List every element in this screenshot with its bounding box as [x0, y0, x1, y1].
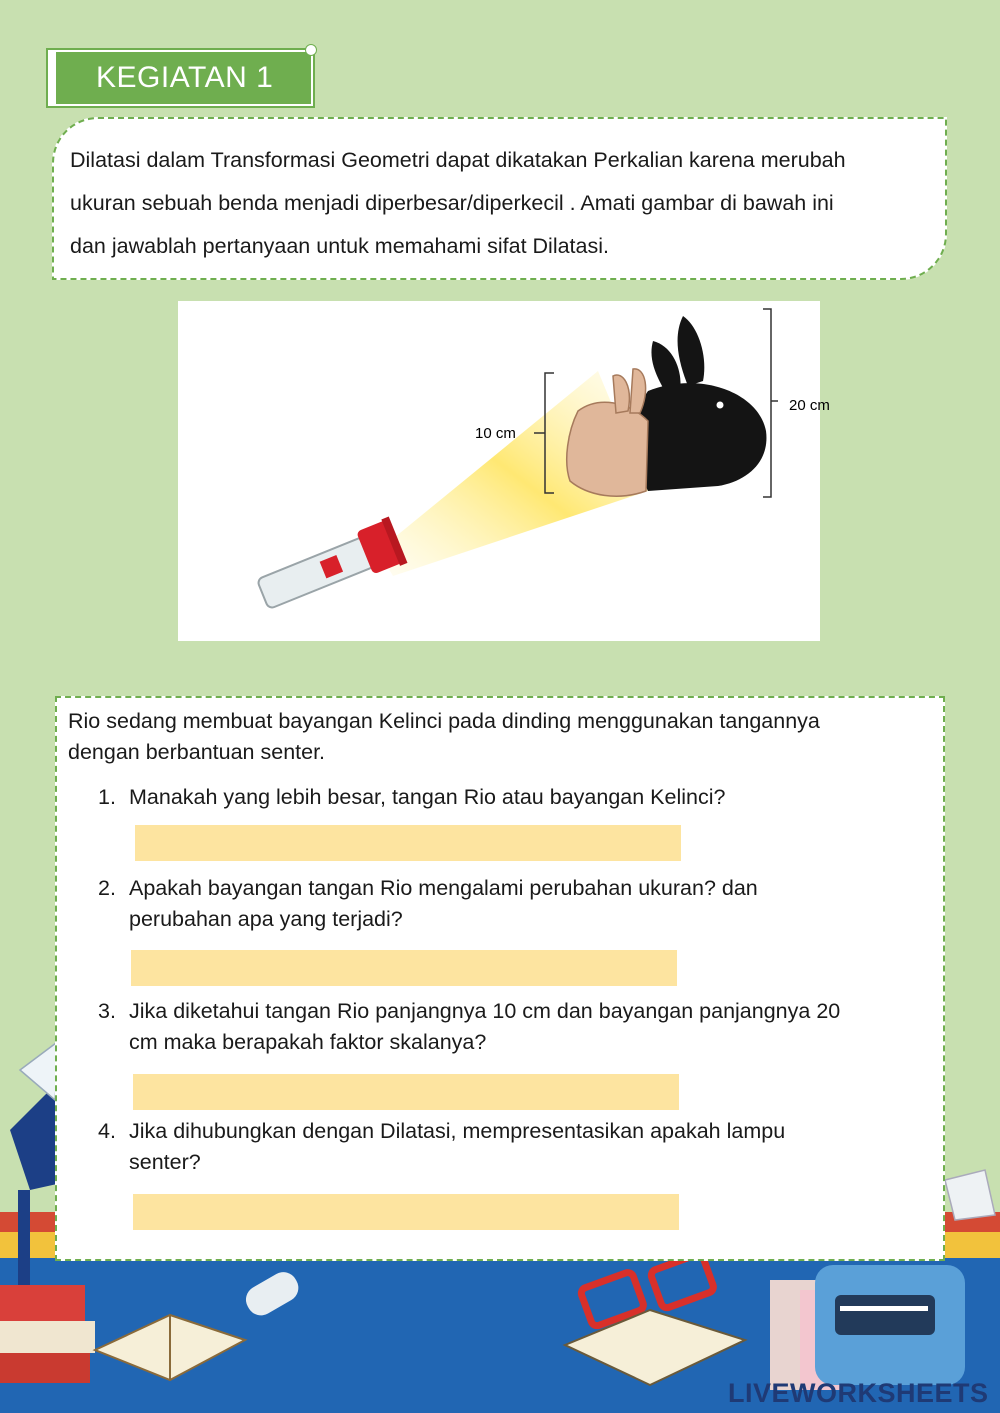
questions-intro-line: dengan berbantuan senter. — [68, 740, 326, 764]
answer-2-input[interactable] — [131, 950, 677, 986]
question-line: Jika dihubungkan dengan Dilatasi, mempresentasikan apakah lampu — [129, 1119, 786, 1143]
illustration-svg — [178, 301, 830, 641]
flashlight-icon — [253, 517, 407, 618]
question-2-text — [129, 873, 929, 935]
hand-length-label: 10 cm — [475, 425, 516, 442]
question-line: Apakah bayangan tangan Rio mengalami perubahan ukuran? dan — [129, 876, 758, 900]
question-4-number: 4. — [98, 1119, 116, 1143]
rabbit-eye — [717, 402, 724, 409]
flashlight-shadow-illustration — [178, 301, 830, 641]
activity-title: KEGIATAN 1 — [48, 50, 313, 106]
shadow-length-label: 20 cm — [789, 397, 830, 414]
rabbit-shadow-icon — [637, 316, 767, 491]
question-2-number: 2. — [98, 876, 116, 900]
question-line: Jika diketahui tangan Rio panjangnya 10 cm dan bayangan panjangnya 20 — [129, 999, 841, 1023]
answer-3-input[interactable] — [133, 1074, 679, 1110]
question-line: Manakah yang lebih besar, tangan Rio atau bayangan Kelinci? — [129, 785, 726, 809]
intro-box — [52, 117, 947, 280]
question-4-text — [129, 1116, 929, 1178]
title-pin-decoration — [305, 44, 317, 56]
backpack-icon — [815, 1265, 965, 1385]
question-line: cm maka berapakah faktor skalanya? — [129, 1030, 487, 1054]
questions-intro — [68, 706, 938, 768]
question-line: perubahan apa yang terjadi? — [129, 907, 403, 931]
intro-line: Dilatasi dalam Transformasi Geometri dapat dikatakan Perkalian karena merubah — [70, 148, 846, 172]
intro-line: ukuran sebuah benda menjadi diperbesar/diperkecil . Amati gambar di bawah ini — [70, 191, 834, 215]
intro-line: dan jawablah pertanyaan untuk memahami sifat Dilatasi. — [70, 234, 609, 258]
question-line: senter? — [129, 1150, 201, 1174]
shadow-size-bracket — [763, 309, 778, 497]
books-stack-icon — [0, 1285, 95, 1383]
question-3-text — [129, 996, 929, 1058]
answer-4-input[interactable] — [133, 1194, 679, 1230]
answer-1-input[interactable] — [135, 825, 681, 861]
question-3-number: 3. — [98, 999, 116, 1023]
questions-intro-line: Rio sedang membuat bayangan Kelinci pada dinding menggunakan tangannya — [68, 709, 820, 733]
triangle-ruler-icon — [20, 1040, 60, 1100]
liveworksheets-logo: LIVEWORKSHEETS — [728, 1378, 989, 1408]
question-1-text — [129, 782, 929, 813]
question-1-number: 1. — [98, 785, 116, 809]
crumpled-paper-icon — [945, 1170, 995, 1220]
